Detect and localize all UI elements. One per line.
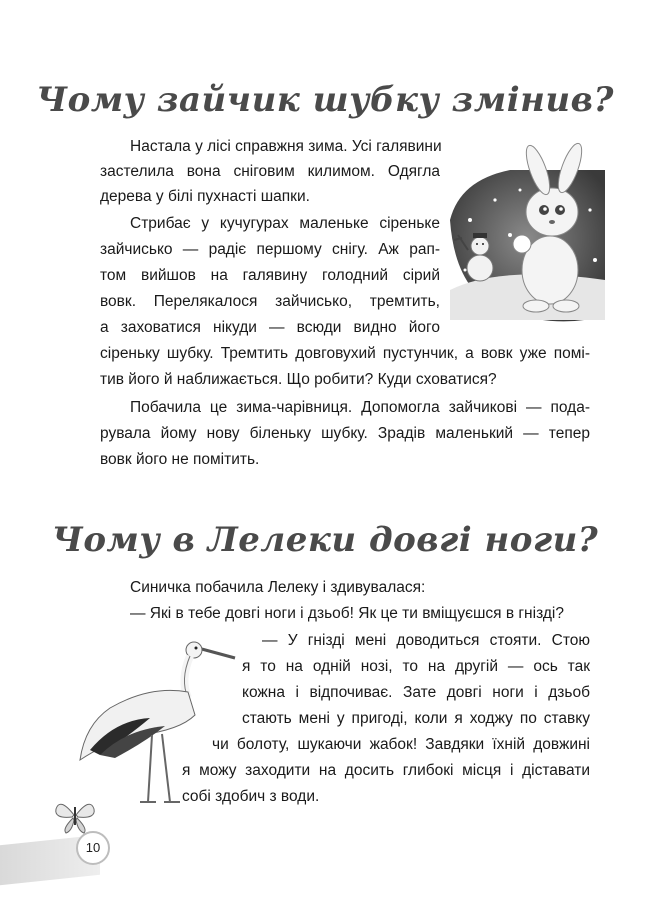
paragraph-line: застелила вона сніговим килимом. Одягла bbox=[100, 163, 440, 180]
paragraph-line: рувала йому нову біленьку шубку. Зрадів маленький — тепер bbox=[100, 425, 590, 442]
paragraph-line: Синичка побачила Лелеку і здивувалася: bbox=[130, 579, 426, 596]
paragraph-line: том вийшов на галявину голодний сірий bbox=[100, 267, 440, 284]
paragraph-line: чи болоту, шукаючи жабок! Завдяки їхній довжині bbox=[212, 736, 590, 753]
paragraph-line: стають мені у пригоді, коли я ходжу по ставку bbox=[242, 710, 590, 727]
paragraph-line: вовк його не помітить. bbox=[100, 451, 260, 468]
stork-illustration bbox=[70, 630, 245, 810]
paragraph-line: я то на одній нозі, то на другій — ось так bbox=[242, 658, 590, 675]
paragraph-line: кожна і відпочиває. Зате довгі ноги і дзьоб bbox=[242, 684, 590, 701]
paragraph-line: Стрибає у кучугурах маленьке сіреньке bbox=[130, 215, 440, 232]
bunny-snowman-illustration bbox=[440, 140, 610, 340]
paragraph-line: — У гнізді мені доводиться стояти. Стою bbox=[262, 632, 590, 649]
paragraph-line: вовк. Перелякалося зайчисько, тремтить, bbox=[100, 293, 440, 310]
paragraph-line: — Які в тебе довгі ноги і дзьоб! Як це ти вміщуєшся в гнізді? bbox=[130, 605, 564, 622]
paragraph-line: а заховатися нікуди — всюди видно його bbox=[100, 319, 440, 336]
paragraph-line: зайчисько — радіє першому снігу. Аж рап- bbox=[100, 241, 440, 258]
butterfly-icon bbox=[52, 795, 98, 835]
paragraph-line: дерева у білі пухнасті шапки. bbox=[100, 188, 310, 205]
paragraph-line: Настала у лісі справжня зима. Усі галявини bbox=[130, 138, 442, 155]
story-title-stork: Чому в Лелеки довгі ноги? bbox=[51, 520, 599, 560]
paragraph-line: собі здобич з води. bbox=[182, 788, 320, 805]
paragraph-line: сіреньку шубку. Тремтить довговухий пустунчик, а вовк уже помі- bbox=[100, 345, 590, 362]
paragraph-line: тив його й наближається. Що робити? Куди сховатися? bbox=[100, 371, 497, 388]
paragraph-line: Побачила це зима-чарівниця. Допомогла зайчикові — пода- bbox=[130, 399, 590, 416]
page-number: 10 bbox=[76, 831, 110, 865]
paragraph-line: я можу заходити на досить глибокі місця і діставати bbox=[182, 762, 590, 779]
story-title-hare: Чому зайчик шубку змінив? bbox=[36, 80, 614, 120]
